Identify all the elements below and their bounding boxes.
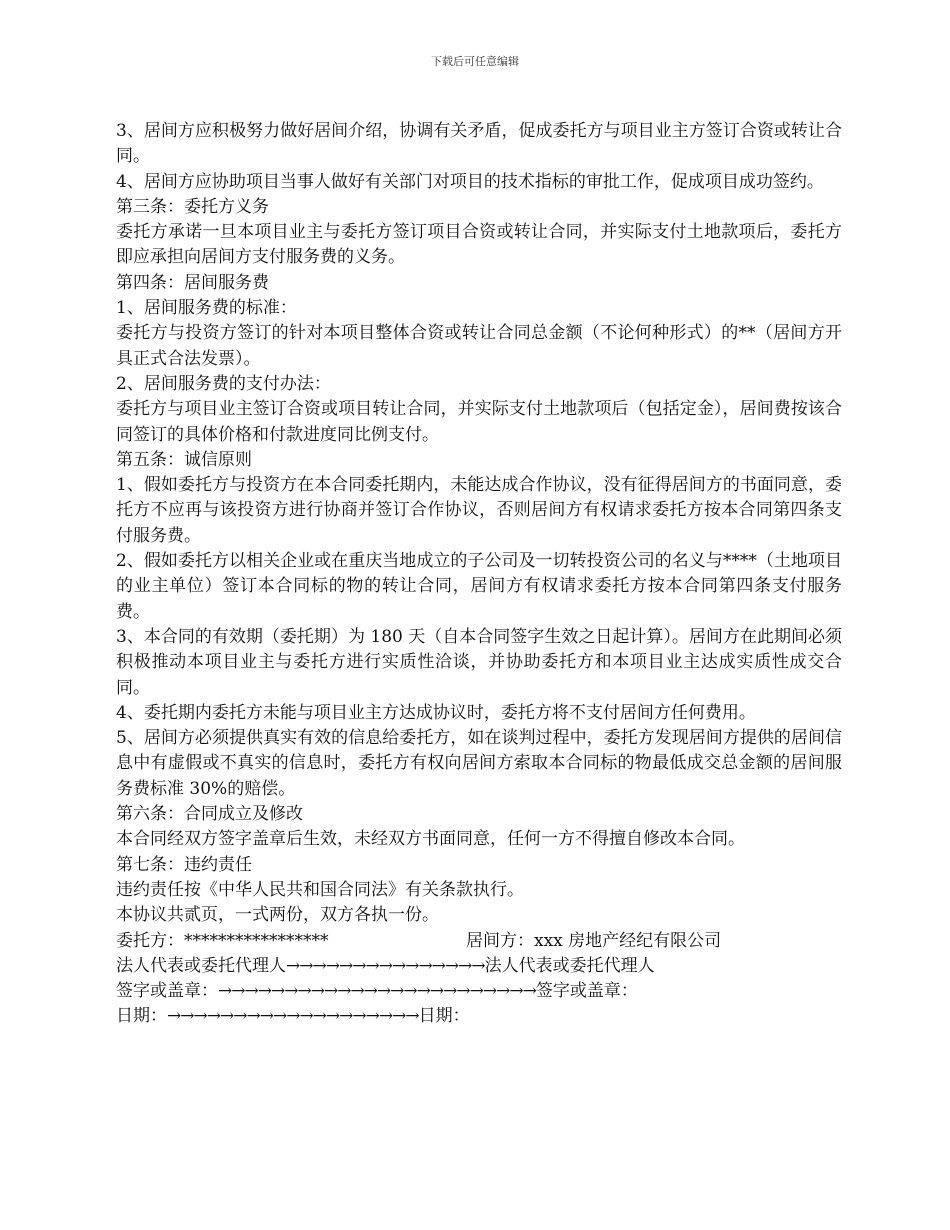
clause-paragraph: 1、居间服务费的标准： (116, 298, 297, 319)
section-heading: 第五条：诚信原则 (116, 449, 252, 470)
principal-party: 委托方：***************** (116, 930, 329, 951)
clause-paragraph: 1、假如委托方与投资方在本合同委托期内，未能达成合作协议，没有征得居间方的书面同意，委托方不应再与该投资方进行协商并签订合作协议，否则居间方有权请求委托方按本合同第四条支付服务费。 (116, 475, 842, 546)
section-heading: 第七条：违约责任 (116, 854, 252, 875)
signature-date-row (116, 1004, 842, 1029)
representative-label-right: 法人代表或委托代理人 (484, 955, 655, 976)
date-label-left: 日期： (116, 1006, 167, 1027)
broker-party: 居间方：xxx 房地产经纪有限公司 (466, 930, 722, 951)
clause-paragraph: 2、假如委托方以相关企业或在重庆当地成立的子公司及一切转投资公司的名义与****（土地项目的业主单位）签订本合同标的物的转让合同，居间方有权请求委托方按本合同第四条支付服务费。 (116, 551, 842, 622)
section-heading: 第六条：合同成立及修改 (116, 804, 303, 825)
tab-arrow-filler: →→→→→→→→→→→→→→→→→→→→→→→→ (218, 981, 536, 1002)
signature-representative-row (116, 954, 842, 979)
signature-seal-row (116, 979, 842, 1004)
clause-paragraph: 4、居间方应协助项目当事人做好有关部门对项目的技术指标的审批工作，促成项目成功签约。 (116, 171, 824, 192)
representative-label-left: 法人代表或委托代理人 (116, 955, 286, 976)
section-heading: 第三条：委托方义务 (116, 196, 269, 217)
clause-paragraph: 3、本合同的有效期（委托期）为 180 天（自本合同签字生效之日起计算）。居间方在此期间必须积极推动本项目业主与委托方进行实质性洽谈，并协助委托方和本项目业主达成实质性成交合同。 (116, 626, 842, 698)
seal-label-left: 签字或盖章： (116, 981, 218, 1002)
clause-paragraph: 3、居间方应积极努力做好居间介绍，协调有关矛盾，促成委托方与项目业主方签订合资或转让合同。 (116, 121, 842, 167)
clause-paragraph: 本合同经双方签字盖章后生效，未经双方书面同意，任何一方不得擅自修改本合同。 (116, 829, 745, 850)
tab-arrow-filler: →→→→→→→→→→→→→→→ (286, 955, 485, 976)
clause-paragraph: 5、居间方必须提供真实有效的信息给委托方，如在谈判过程中，委托方发现居间方提供的居间信息中有虚假或不真实的信息时，委托方有权向居间方索取本合同标的物最低成交总金额的居间服务费标准 30%的赔偿。 (116, 728, 842, 799)
clause-paragraph: 委托方与投资方签订的针对本项目整体合资或转让合同总金额（不论何种形式）的**（居间方开具正式合法发票）。 (116, 323, 842, 369)
contract-body (116, 119, 842, 1030)
seal-label-right: 签字或盖章： (535, 981, 638, 1002)
clause-paragraph: 本协议共贰页，一式两份，双方各执一份。 (116, 905, 439, 926)
page-header-note: 下载后可任意编辑 (431, 55, 519, 68)
clause-paragraph: 委托方与项目业主签订合资或项目转让合同，并实际支付土地款项后（包括定金），居间费按该合同签订的具体价格和付款进度同比例支付。 (116, 399, 842, 445)
clause-paragraph: 委托方承诺一旦本项目业主与委托方签订项目合资或转让合同，并实际支付土地款项后，委托方即应承担向居间方支付服务费的义务。 (116, 222, 842, 268)
clause-paragraph: 4、委托期内委托方未能与项目业主方达成协议时，委托方将不支付居间方任何费用。 (116, 702, 756, 723)
clause-paragraph: 2、居间服务费的支付办法： (116, 373, 331, 394)
section-heading: 第四条：居间服务费 (116, 272, 269, 293)
tab-arrow-filler: →→→→→→→→→→→→→→→→→→→ (167, 1006, 419, 1027)
date-label-right: 日期： (418, 1006, 470, 1027)
clause-paragraph: 违约责任按《中华人民共和国合同法》有关条款执行。 (116, 879, 524, 900)
signature-parties-row (116, 929, 842, 954)
